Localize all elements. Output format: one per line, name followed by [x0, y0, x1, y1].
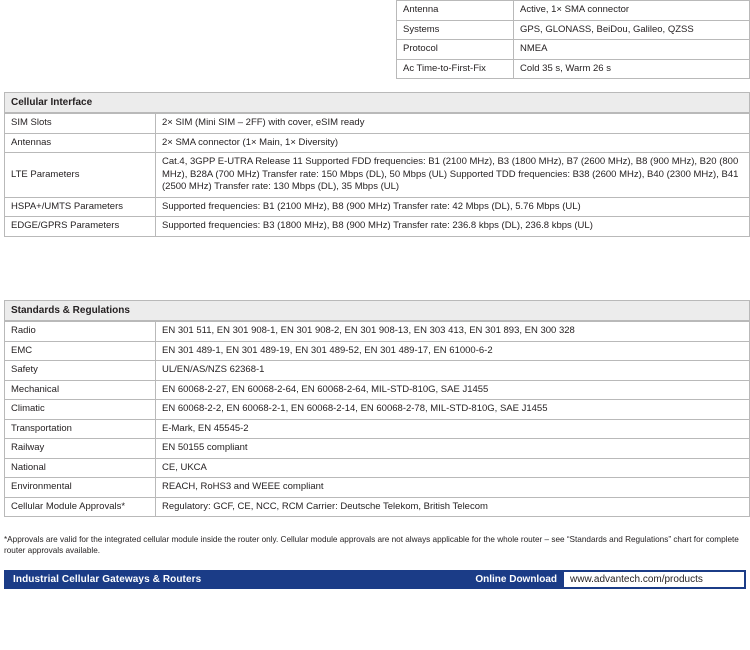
row-label: EDGE/GPRS Parameters	[5, 217, 156, 237]
row-value: NMEA	[514, 40, 750, 60]
download-url[interactable]: www.advantech.com/products	[564, 572, 744, 587]
row-label: Antennas	[5, 133, 156, 153]
row-label: National	[5, 458, 156, 478]
row-value: EN 301 489-1, EN 301 489-19, EN 301 489-52, EN 301 489-17, EN 61000-6-2	[156, 341, 750, 361]
row-value: Regulatory: GCF, CE, NCC, RCM Carrier: Deutsche Telekom, British Telecom	[156, 497, 750, 517]
table-row	[5, 497, 750, 517]
row-value: 2× SMA connector (1× Main, 1× Diversity)	[156, 133, 750, 153]
row-label: EMC	[5, 341, 156, 361]
table-row	[397, 20, 750, 40]
table-row	[5, 217, 750, 237]
footer-bar	[4, 570, 746, 589]
table-row	[5, 153, 750, 198]
row-value: CE, UKCA	[156, 458, 750, 478]
table-row	[5, 322, 750, 342]
section-title-standards: Standards & Regulations	[4, 300, 750, 321]
table-row	[5, 133, 750, 153]
row-value: EN 60068-2-2, EN 60068-2-1, EN 60068-2-14, EN 60068-2-78, MIL-STD-810G, SAE J1455	[156, 400, 750, 420]
row-value: 2× SIM (Mini SIM – 2FF) with cover, eSIM ready	[156, 114, 750, 134]
row-label: HSPA+/UMTS Parameters	[5, 197, 156, 217]
row-label: Radio	[5, 322, 156, 342]
row-label: Railway	[5, 439, 156, 459]
row-label: Cellular Module Approvals*	[5, 497, 156, 517]
table-row	[5, 114, 750, 134]
table-row	[5, 380, 750, 400]
gnss-table	[396, 0, 750, 79]
row-value: Supported frequencies: B3 (1800 MHz), B8 (900 MHz) Transfer rate: 236.8 kbps (DL), 236.8 kbps (UL)	[156, 217, 750, 237]
standards-table	[4, 321, 750, 517]
row-label: Ac Time-to-First-Fix	[397, 59, 514, 79]
table-row	[5, 439, 750, 459]
gnss-table-section	[396, 0, 750, 79]
table-row	[5, 478, 750, 498]
row-label: Climatic	[5, 400, 156, 420]
row-label: Environmental	[5, 478, 156, 498]
footer-title: Industrial Cellular Gateways & Routers	[13, 574, 202, 585]
row-value: EN 301 511, EN 301 908-1, EN 301 908-2, EN 301 908-13, EN 303 413, EN 301 893, EN 300 328	[156, 322, 750, 342]
table-row	[397, 59, 750, 79]
row-value: GPS, GLONASS, BeiDou, Galileo, QZSS	[514, 20, 750, 40]
table-row	[5, 458, 750, 478]
table-row	[397, 1, 750, 21]
table-row	[5, 341, 750, 361]
cellular-interface-section	[4, 92, 750, 237]
cellular-table	[4, 113, 750, 237]
row-value: Active, 1× SMA connector	[514, 1, 750, 21]
row-value: Cat.4, 3GPP E-UTRA Release 11 Supported FDD frequencies: B1 (2100 MHz), B3 (1800 MHz), B7 (2600 MHz), B8 (900 MHz), B20 (800 MHz), B28A (700 MHz) Transfer rate: 150 Mbps (DL), 50 Mbps (UL) Supported TDD frequencies: B38 (2600 MHz), B40 (2300 MHz), B41 (2500 MHz) Transfer rate: 130 Mbps (DL), 35 Mbps (UL)	[156, 153, 750, 198]
row-value: Cold 35 s, Warm 26 s	[514, 59, 750, 79]
table-row	[5, 197, 750, 217]
row-label: Systems	[397, 20, 514, 40]
table-row	[397, 40, 750, 60]
row-value: Supported frequencies: B1 (2100 MHz), B8 (900 MHz) Transfer rate: 42 Mbps (DL), 5.76 Mbps (UL)	[156, 197, 750, 217]
row-label: LTE Parameters	[5, 153, 156, 198]
row-value: EN 60068-2-27, EN 60068-2-64, EN 60068-2-64, MIL-STD-810G, SAE J1455	[156, 380, 750, 400]
row-label: Transportation	[5, 419, 156, 439]
row-label: Safety	[5, 361, 156, 381]
row-value: E-Mark, EN 45545-2	[156, 419, 750, 439]
standards-regulations-section	[4, 300, 750, 517]
approvals-footnote: *Approvals are valid for the integrated cellular module inside the router only. Cellular module approvals are not always applicable for the whole router – see “Standards and Regulations” chart for complete router approvals available.	[4, 535, 739, 556]
row-value: REACH, RoHS3 and WEEE compliant	[156, 478, 750, 498]
online-download-label: Online Download	[475, 574, 557, 585]
table-row	[5, 400, 750, 420]
row-label: SIM Slots	[5, 114, 156, 134]
section-title-cellular: Cellular Interface	[4, 92, 750, 113]
row-label: Antenna	[397, 1, 514, 21]
table-row	[5, 361, 750, 381]
row-value: EN 50155 compliant	[156, 439, 750, 459]
row-value: UL/EN/AS/NZS 62368-1	[156, 361, 750, 381]
row-label: Protocol	[397, 40, 514, 60]
row-label: Mechanical	[5, 380, 156, 400]
table-row	[5, 419, 750, 439]
